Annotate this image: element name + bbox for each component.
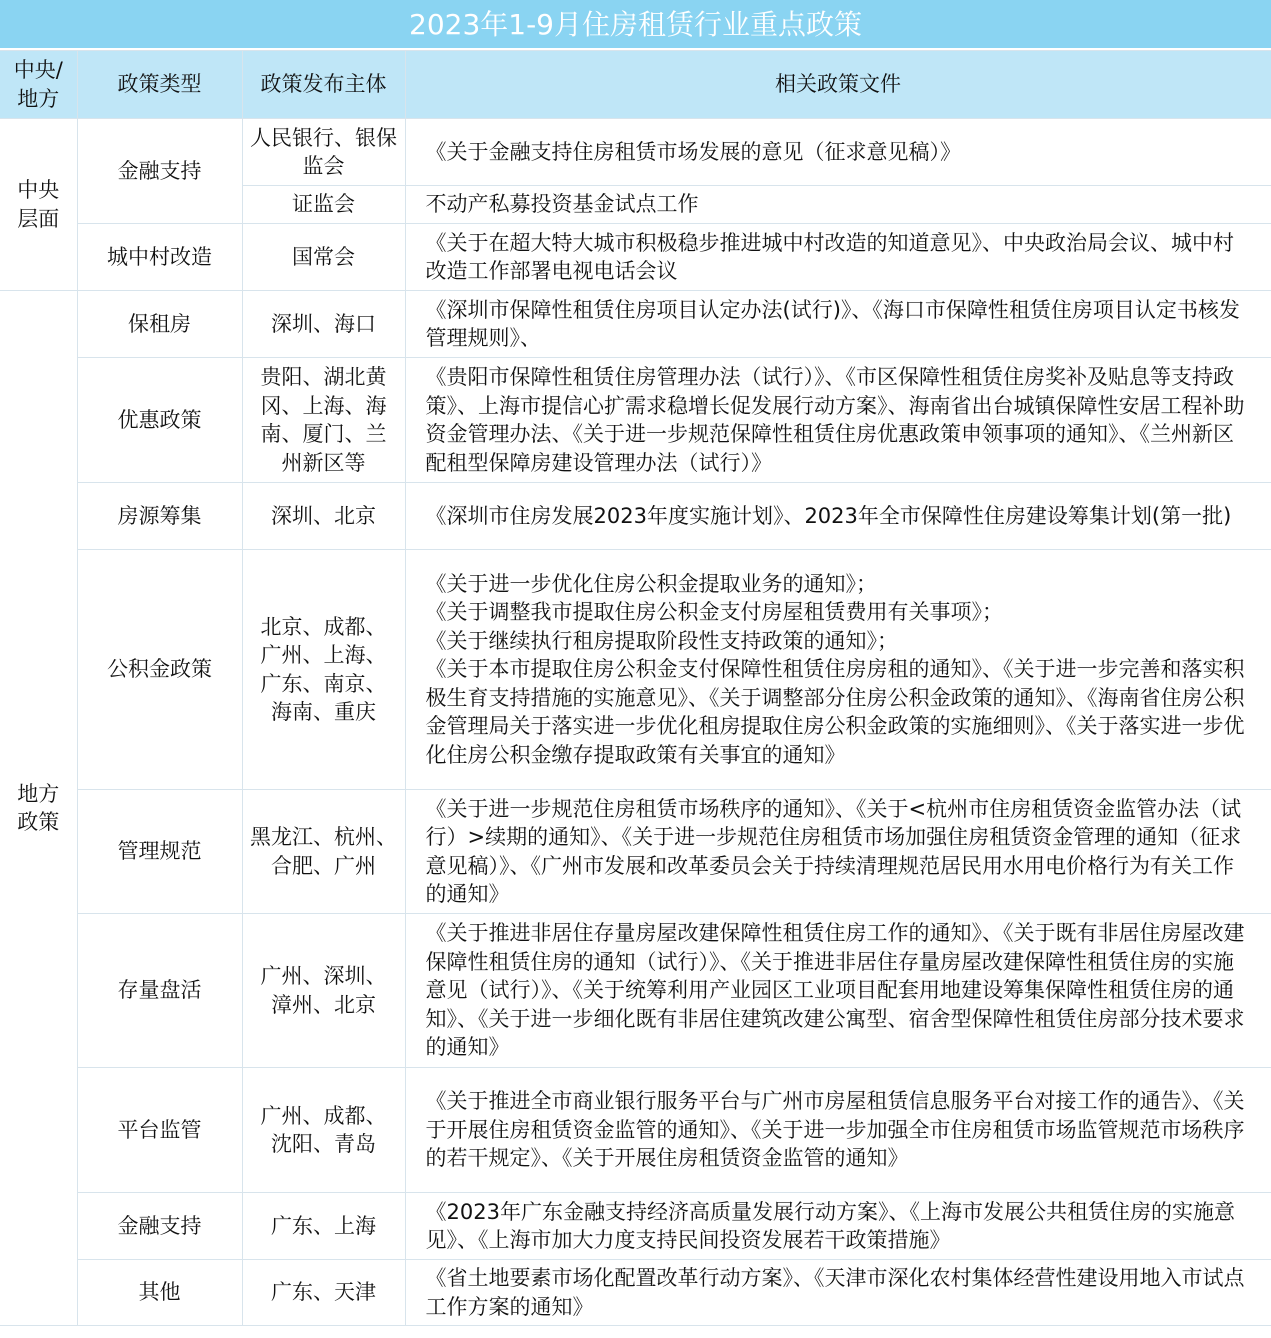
documents-cell: 《关于推进全市商业银行服务平台与广州市房屋租赁信息服务平台对接工作的通告》、《关于开展住房租赁资金监管的通知》、《关于进一步加强全市住房租赁市场监管规范市场秩序的若干规定》、《关于开展住房租赁资金监管的通知》 — [405, 1068, 1271, 1193]
table-row — [0, 291, 1271, 358]
policy-table — [0, 50, 1271, 1326]
table-row — [0, 224, 1271, 291]
documents-cell: 《关于推进非居住存量房屋改建保障性租赁住房工作的通知》、《关于既有非居住房屋改建保障性租赁住房的通知（试行）》、《关于推进非居住存量房屋改建保障性租赁住房的实施意见（试行）》、《关于统筹利用产业园区工业项目配套用地建设筹集保障性租赁住房的通知》、《关于进一步细化既有非居住建筑改建公寓型、宿舍型保障性租赁住房部分技术要求的通知》 — [405, 914, 1271, 1068]
documents-cell: 《深圳市保障性租赁住房项目认定办法(试行)》、《海口市保障性租赁住房项目认定书核发管理规则》、 — [405, 291, 1271, 358]
document-line: 《关于本市提取住房公积金支付保障性租赁住房房租的通知》、《关于进一步完善和落实积极生育支持措施的实施意见》、《关于调整部分住房公积金政策的通知》、《海南省住房公积金管理局关于落实进一步优化租房提取住房公积金政策的实施细则》、《关于落实进一步优化住房公积金缴存提取政策有关事宜的通知》 — [425, 657, 1245, 767]
table-row — [0, 119, 1271, 186]
policy-type-cell: 其他 — [77, 1260, 242, 1326]
level-cell-local: 地方政策 — [0, 291, 77, 1326]
documents-cell: 《2023年广东金融支持经济高质量发展行动方案》、《上海市发展公共租赁住房的实施意见》、《上海市加大力度支持民间投资发展若干政策措施》 — [405, 1193, 1271, 1260]
issuer-cell: 黑龙江、杭州、合肥、广州 — [242, 790, 405, 914]
policy-type-cell: 优惠政策 — [77, 358, 242, 483]
header-policy-type: 政策类型 — [77, 51, 242, 119]
issuer-cell: 人民银行、银保监会 — [242, 119, 405, 186]
table-row — [0, 358, 1271, 483]
policy-type-cell: 房源筹集 — [77, 483, 242, 550]
document-line: 《关于调整我市提取住房公积金支付房屋租赁费用有关事项》； — [425, 600, 1003, 625]
documents-cell — [405, 550, 1271, 790]
documents-cell: 不动产私募投资基金试点工作 — [405, 186, 1271, 224]
issuer-cell: 北京、成都、广州、上海、广东、南京、海南、重庆 — [242, 550, 405, 790]
issuer-cell: 广州、深圳、漳州、北京 — [242, 914, 405, 1068]
issuer-cell: 广东、天津 — [242, 1260, 405, 1326]
policy-type-cell: 保租房 — [77, 291, 242, 358]
header-documents: 相关政策文件 — [405, 51, 1271, 119]
policy-type-cell: 管理规范 — [77, 790, 242, 914]
header-level: 中央/地方 — [0, 51, 77, 119]
document-line: 《关于继续执行租房提取阶段性支持政策的通知》； — [425, 628, 898, 653]
table-row — [0, 483, 1271, 550]
issuer-cell: 证监会 — [242, 186, 405, 224]
table-row — [0, 1260, 1271, 1326]
policy-type-cell: 存量盘活 — [77, 914, 242, 1068]
table-row — [0, 550, 1271, 790]
table-row — [0, 914, 1271, 1068]
issuer-cell: 深圳、北京 — [242, 483, 405, 550]
policy-type-cell: 平台监管 — [77, 1068, 242, 1193]
issuer-cell: 国常会 — [242, 224, 405, 291]
document-line: 《关于进一步优化住房公积金提取业务的通知》； — [425, 571, 877, 596]
issuer-cell: 广东、上海 — [242, 1193, 405, 1260]
documents-cell: 《贵阳市保障性租赁住房管理办法（试行）》、《市区保障性租赁住房奖补及贴息等支持政策》、上海市提信心扩需求稳增长促发展行动方案》、海南省出台城镇保障性安居工程补助资金管理办法、《关于进一步规范保障性租赁住房优惠政策申领事项的通知》、《兰州新区配租型保障房建设管理办法（试行）》 — [405, 358, 1271, 483]
policy-type-cell: 金融支持 — [77, 1193, 242, 1260]
level-cell-central: 中央层面 — [0, 119, 77, 291]
documents-cell: 《关于在超大特大城市积极稳步推进城中村改造的知道意见》、中央政治局会议、城中村改造工作部署电视电话会议 — [405, 224, 1271, 291]
policy-type-cell: 公积金政策 — [77, 550, 242, 790]
table-title: 2023年1-9月住房租赁行业重点政策 — [0, 0, 1271, 50]
table-row — [0, 790, 1271, 914]
issuer-cell: 深圳、海口 — [242, 291, 405, 358]
table-row — [0, 1193, 1271, 1260]
header-issuer: 政策发布主体 — [242, 51, 405, 119]
documents-cell: 《关于进一步规范住房租赁市场秩序的通知》、《关于<杭州市住房租赁资金监管办法（试行）>续期的通知》、《关于进一步规范住房租赁市场加强住房租赁资金管理的通知（征求意见稿）》、《广州市发展和改革委员会关于持续清理规范居民用水用电价格行为有关工作的通知》 — [405, 790, 1271, 914]
header-row — [0, 51, 1271, 119]
documents-cell: 《省土地要素市场化配置改革行动方案》、《天津市深化农村集体经营性建设用地入市试点工作方案的通知》 — [405, 1260, 1271, 1326]
documents-cell: 《深圳市住房发展2023年度实施计划》、2023年全市保障性住房建设筹集计划(第一批) — [405, 483, 1271, 550]
documents-cell: 《关于金融支持住房租赁市场发展的意见（征求意见稿）》 — [405, 119, 1271, 186]
issuer-cell: 贵阳、湖北黄冈、上海、海南、厦门、兰州新区等 — [242, 358, 405, 483]
policy-type-cell: 金融支持 — [77, 119, 242, 224]
table-row — [0, 1068, 1271, 1193]
issuer-cell: 广州、成都、沈阳、青岛 — [242, 1068, 405, 1193]
policy-type-cell: 城中村改造 — [77, 224, 242, 291]
